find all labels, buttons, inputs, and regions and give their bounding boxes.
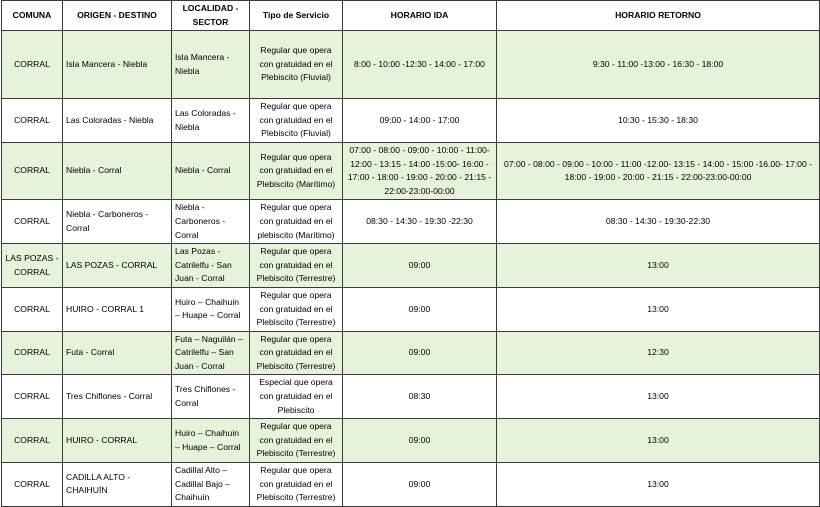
header-tipo-servicio: Tipo de Servicio: [250, 1, 343, 31]
header-localidad-sector: LOCALIDAD - SECTOR: [172, 1, 250, 31]
cell-tipo-servicio: Regular que opera con gratuidad en el Plebiscito (Terrestre): [250, 463, 343, 507]
cell-comuna: CORRAL: [2, 287, 63, 331]
cell-horario-retorno: 13:00: [497, 244, 820, 288]
cell-horario-ida: 09:00: [343, 331, 497, 375]
cell-origen-destino: CADILLA ALTO - CHAIHUÍN: [63, 463, 172, 507]
cell-horario-retorno: 13:00: [497, 419, 820, 463]
table-row: [2, 200, 820, 244]
header-row: [2, 1, 820, 31]
cell-horario-ida: 09:00: [343, 244, 497, 288]
cell-localidad: Huiro – Chaihuin – Huape – Corral: [172, 287, 250, 331]
cell-comuna: LAS POZAS - CORRAL: [2, 244, 63, 288]
cell-localidad: Isla Mancera - Niebla: [172, 31, 250, 99]
cell-tipo-servicio: Regular que opera con gratuidad en el Plebiscito (Marítimo): [250, 142, 343, 199]
cell-horario-retorno: 08:30 - 14:30 - 19:30-22:30: [497, 200, 820, 244]
table-row: [2, 287, 820, 331]
cell-horario-ida: 09:00: [343, 463, 497, 507]
cell-tipo-servicio: Regular que opera con gratuidad en el Plebiscito (Terrestre): [250, 331, 343, 375]
cell-horario-ida: 08:30: [343, 375, 497, 419]
header-origen-destino: ORIGEN - DESTINO: [63, 1, 172, 31]
cell-origen-destino: HUIRO - CORRAL 1: [63, 287, 172, 331]
cell-horario-ida: 09:00 - 14:00 - 17:00: [343, 99, 497, 143]
table-row: [2, 244, 820, 288]
cell-tipo-servicio: Regular que opera con gratuidad en el Plebiscito (Fluvial): [250, 99, 343, 143]
cell-horario-ida: 07:00 - 08:00 - 09:00 - 10:00 - 11:00- 12:00 - 13:15 - 14:00 -15:00- 16:00 - 17:00 - 18:00 - 19:00 - 20:00 - 21:15 - 22:00-23:00-00:00: [343, 142, 497, 199]
cell-comuna: CORRAL: [2, 419, 63, 463]
cell-localidad: Huiro – Chaihuin – Huape – Corral: [172, 419, 250, 463]
cell-horario-retorno: 9:30 - 11:00 -13:00 - 16:30 - 18:00: [497, 31, 820, 99]
cell-horario-ida: 09:00: [343, 287, 497, 331]
cell-localidad: Futa – Naguilán – Catrilelfu – San Juan - Corral: [172, 331, 250, 375]
cell-origen-destino: HUIRO - CORRAL: [63, 419, 172, 463]
cell-horario-retorno: 13:00: [497, 287, 820, 331]
header-horario-ida: HORARIO IDA: [343, 1, 497, 31]
cell-tipo-servicio: Especial que opera con gratuidad en el Plebiscito: [250, 375, 343, 419]
cell-comuna: CORRAL: [2, 331, 63, 375]
cell-horario-retorno: 12:30: [497, 331, 820, 375]
cell-comuna: CORRAL: [2, 463, 63, 507]
cell-tipo-servicio: Regular que opera con gratuidad en el Plebiscito (Terrestre): [250, 244, 343, 288]
schedule-table: [1, 0, 820, 507]
cell-tipo-servicio: Regular que opera con gratuidad en el Plebiscito (Terrestre): [250, 419, 343, 463]
cell-origen-destino: Isla Mancera - Niebla: [63, 31, 172, 99]
cell-localidad: Cadillal Alto – Cadillal Bajo – Chaihuín: [172, 463, 250, 507]
cell-comuna: CORRAL: [2, 31, 63, 99]
cell-horario-ida: 08:30 - 14:30 - 19:30 -22:30: [343, 200, 497, 244]
cell-localidad: Niebla - Corral: [172, 142, 250, 199]
table-row: [2, 331, 820, 375]
cell-origen-destino: Futa - Corral: [63, 331, 172, 375]
cell-comuna: CORRAL: [2, 142, 63, 199]
table-row: [2, 463, 820, 507]
header-comuna: COMUNA: [2, 1, 63, 31]
cell-horario-retorno: 13:00: [497, 463, 820, 507]
table-row: [2, 142, 820, 199]
cell-tipo-servicio: Regular que opera con gratuidad en el Plebiscito (Fluvial): [250, 31, 343, 99]
cell-localidad: Las Pozas - Catrilelfu - San Juan - Corral: [172, 244, 250, 288]
cell-tipo-servicio: Regular que opera con gratuidad en el plebiscito (Marítimo): [250, 200, 343, 244]
header-horario-retorno: HORARIO RETORNO: [497, 1, 820, 31]
cell-horario-ida: 8:00 - 10:00 -12:30 - 14:00 - 17:00: [343, 31, 497, 99]
table-row: [2, 375, 820, 419]
cell-origen-destino: Tres Chiflones - Corral: [63, 375, 172, 419]
cell-horario-ida: 09:00: [343, 419, 497, 463]
cell-comuna: CORRAL: [2, 375, 63, 419]
cell-localidad: Niebla - Carboneros - Corral: [172, 200, 250, 244]
table-row: [2, 31, 820, 99]
cell-horario-retorno: 13:00: [497, 375, 820, 419]
cell-localidad: Las Coloradas - Niebla: [172, 99, 250, 143]
cell-origen-destino: Niebla - Corral: [63, 142, 172, 199]
cell-comuna: CORRAL: [2, 200, 63, 244]
cell-horario-retorno: 10:30 - 15:30 - 18:30: [497, 99, 820, 143]
cell-origen-destino: LAS POZAS - CORRAL: [63, 244, 172, 288]
cell-origen-destino: Niebla - Carboneros - Corral: [63, 200, 172, 244]
cell-comuna: CORRAL: [2, 99, 63, 143]
table-row: [2, 99, 820, 143]
cell-horario-retorno: 07:00 - 08:00 - 09:00 - 10:00 - 11:00 -12.00- 13:15 - 14:00 - 15:00 -16.00- 17:00 - 18:00 - 19:00 - 20:00 - 21:15 - 22:00-23:00-00:00: [497, 142, 820, 199]
cell-tipo-servicio: Regular que opera con gratuidad en el Plebiscito (Terrestre): [250, 287, 343, 331]
cell-localidad: Tres Chiflones - Corral: [172, 375, 250, 419]
table-row: [2, 419, 820, 463]
cell-origen-destino: Las Coloradas - Niebla: [63, 99, 172, 143]
